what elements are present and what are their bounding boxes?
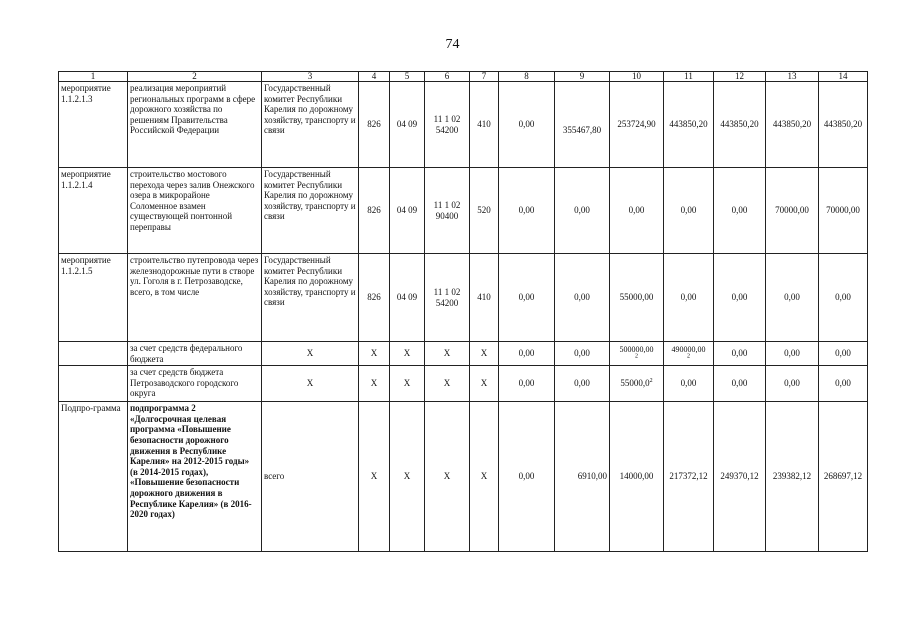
amount-value: 55000,0 bbox=[620, 378, 650, 389]
subprogram-label: Подпро-грамма bbox=[59, 402, 128, 552]
table-row bbox=[59, 366, 868, 402]
measure-description: строительство мостового перехода через залив Онежского озера в микрорайоне Соломенное взамен существующей понтонной переправы bbox=[128, 168, 262, 254]
amount-cell: 249370,12 bbox=[714, 402, 766, 552]
table-row bbox=[59, 82, 868, 168]
amount-cell: 0,00 bbox=[714, 366, 766, 402]
expense-type: 410 bbox=[470, 82, 499, 168]
amount-cell: 0,00 bbox=[766, 342, 819, 366]
funding-source: за счет средств федерального бюджета bbox=[128, 342, 262, 366]
table-row bbox=[59, 254, 868, 342]
x-cell: X bbox=[425, 342, 470, 366]
amount-cell: 0,00 bbox=[766, 366, 819, 402]
amount-cell: 0,00 bbox=[714, 168, 766, 254]
amount-cell: 443850,20 bbox=[819, 82, 868, 168]
header-row bbox=[59, 72, 868, 82]
measure-description: реализация мероприятий региональных программ в сфере дорожного хозяйства по решениям Правительства Российской Федерации bbox=[128, 82, 262, 168]
footnote-mark: 2 bbox=[635, 352, 638, 359]
x-cell: X bbox=[425, 402, 470, 552]
amount-cell: 70000,00 bbox=[819, 168, 868, 254]
expense-type: 520 bbox=[470, 168, 499, 254]
amount-value: 490000,00 bbox=[671, 344, 706, 354]
amount-cell: 268697,12 bbox=[819, 402, 868, 552]
column-header: 8 bbox=[499, 72, 555, 82]
amount-cell: 0,00 bbox=[664, 366, 714, 402]
column-header: 4 bbox=[359, 72, 390, 82]
target-code: 11 1 02 90400 bbox=[425, 168, 470, 254]
x-cell: X bbox=[262, 366, 359, 402]
expense-type: 410 bbox=[470, 254, 499, 342]
amount-cell: 0,00 bbox=[664, 254, 714, 342]
amount-cell: 443850,20 bbox=[664, 82, 714, 168]
amount-cell: 217372,12 bbox=[664, 402, 714, 552]
column-header: 14 bbox=[819, 72, 868, 82]
amount-cell: 0,00 bbox=[714, 254, 766, 342]
amount-cell: 0,00 bbox=[819, 254, 868, 342]
column-header: 12 bbox=[714, 72, 766, 82]
amount-cell: 0,00 bbox=[499, 168, 555, 254]
amount-cell bbox=[664, 342, 714, 366]
amount-cell: 0,00 bbox=[664, 168, 714, 254]
subprogram-title: подпрограмма 2 «Долгосрочная целевая программа «Повышение безопасности дорожного движения в Республике Карелия» на 2012-2015 годы» (в 2014-2015 годах), «Повышение безопасности дорожного движения в Республике Карелия» (в 2016-2020 годах) bbox=[128, 402, 262, 552]
grbs-code: 826 bbox=[359, 254, 390, 342]
amount-cell: 6910,00 bbox=[555, 402, 610, 552]
footnote-mark: 2 bbox=[649, 378, 653, 385]
column-header: 2 bbox=[128, 72, 262, 82]
target-code: 11 1 02 54200 bbox=[425, 254, 470, 342]
amount-value: 500000,00 bbox=[619, 344, 654, 354]
measure-id: мероприятие 1.1.2.1.4 bbox=[59, 168, 128, 254]
x-cell: X bbox=[390, 402, 425, 552]
measure-description: строительство путепровода через железнодорожные пути в створе ул. Гоголя в г. Петрозаводске, всего, в том числе bbox=[128, 254, 262, 342]
empty-cell bbox=[59, 342, 128, 366]
section-code: 04 09 bbox=[390, 254, 425, 342]
responsible-agency: Государственный комитет Республики Карелия по дорожному хозяйству, транспорту и связи bbox=[262, 254, 359, 342]
funding-source: за счет средств бюджета Петрозаводского городского округа bbox=[128, 366, 262, 402]
target-code: 11 1 02 54200 bbox=[425, 82, 470, 168]
column-header: 10 bbox=[610, 72, 664, 82]
column-header: 3 bbox=[262, 72, 359, 82]
amount-cell: 14000,00 bbox=[610, 402, 664, 552]
amount-cell: 253724,90 bbox=[610, 82, 664, 168]
column-header: 6 bbox=[425, 72, 470, 82]
amount-cell: 0,00 bbox=[555, 342, 610, 366]
amount-cell: 55000,00 bbox=[610, 254, 664, 342]
column-header: 1 bbox=[59, 72, 128, 82]
x-cell: X bbox=[359, 366, 390, 402]
amount-cell: 0,00 bbox=[610, 168, 664, 254]
x-cell: X bbox=[359, 402, 390, 552]
amount-cell: 0,00 bbox=[819, 366, 868, 402]
table-row bbox=[59, 168, 868, 254]
amount-cell: 0,00 bbox=[499, 82, 555, 168]
amount-cell: 0,00 bbox=[766, 254, 819, 342]
amount-cell: 0,00 bbox=[714, 342, 766, 366]
amount-cell bbox=[610, 342, 664, 366]
measure-id: мероприятие 1.1.2.1.3 bbox=[59, 82, 128, 168]
amount-cell: 0,00 bbox=[499, 366, 555, 402]
section-code: 04 09 bbox=[390, 168, 425, 254]
amount-cell: 239382,12 bbox=[766, 402, 819, 552]
column-header: 5 bbox=[390, 72, 425, 82]
table-row bbox=[59, 402, 868, 552]
column-header: 13 bbox=[766, 72, 819, 82]
amount-cell: 0,00 bbox=[555, 366, 610, 402]
x-cell: X bbox=[390, 366, 425, 402]
amount-cell: 443850,20 bbox=[714, 82, 766, 168]
column-header: 7 bbox=[470, 72, 499, 82]
amount-cell: 443850,20 bbox=[766, 82, 819, 168]
page-number: 74 bbox=[445, 37, 460, 52]
section-code: 04 09 bbox=[390, 82, 425, 168]
amount-value: 355467,80 bbox=[562, 125, 602, 136]
x-cell: X bbox=[470, 342, 499, 366]
x-cell: X bbox=[425, 366, 470, 402]
footnote-mark: 2 bbox=[687, 352, 690, 359]
amount-cell bbox=[555, 82, 610, 168]
subprogram-total-label: всего bbox=[262, 402, 359, 552]
amount-cell bbox=[610, 366, 664, 402]
measure-id: мероприятие 1.1.2.1.5 bbox=[59, 254, 128, 342]
x-cell: X bbox=[470, 366, 499, 402]
amount-cell: 0,00 bbox=[555, 168, 610, 254]
amount-cell: 0,00 bbox=[499, 402, 555, 552]
responsible-agency: Государственный комитет Республики Карелия по дорожному хозяйству, транспорту и связи bbox=[262, 82, 359, 168]
table-row bbox=[59, 342, 868, 366]
grbs-code: 826 bbox=[359, 82, 390, 168]
budget-table bbox=[58, 71, 868, 552]
amount-cell: 0,00 bbox=[555, 254, 610, 342]
empty-cell bbox=[59, 366, 128, 402]
column-header: 9 bbox=[555, 72, 610, 82]
grbs-code: 826 bbox=[359, 168, 390, 254]
x-cell: X bbox=[262, 342, 359, 366]
amount-cell: 0,00 bbox=[819, 342, 868, 366]
amount-cell: 70000,00 bbox=[766, 168, 819, 254]
x-cell: X bbox=[359, 342, 390, 366]
x-cell: X bbox=[390, 342, 425, 366]
amount-cell: 0,00 bbox=[499, 254, 555, 342]
amount-cell: 0,00 bbox=[499, 342, 555, 366]
column-header: 11 bbox=[664, 72, 714, 82]
x-cell: X bbox=[470, 402, 499, 552]
responsible-agency: Государственный комитет Республики Карелия по дорожному хозяйству, транспорту и связи bbox=[262, 168, 359, 254]
